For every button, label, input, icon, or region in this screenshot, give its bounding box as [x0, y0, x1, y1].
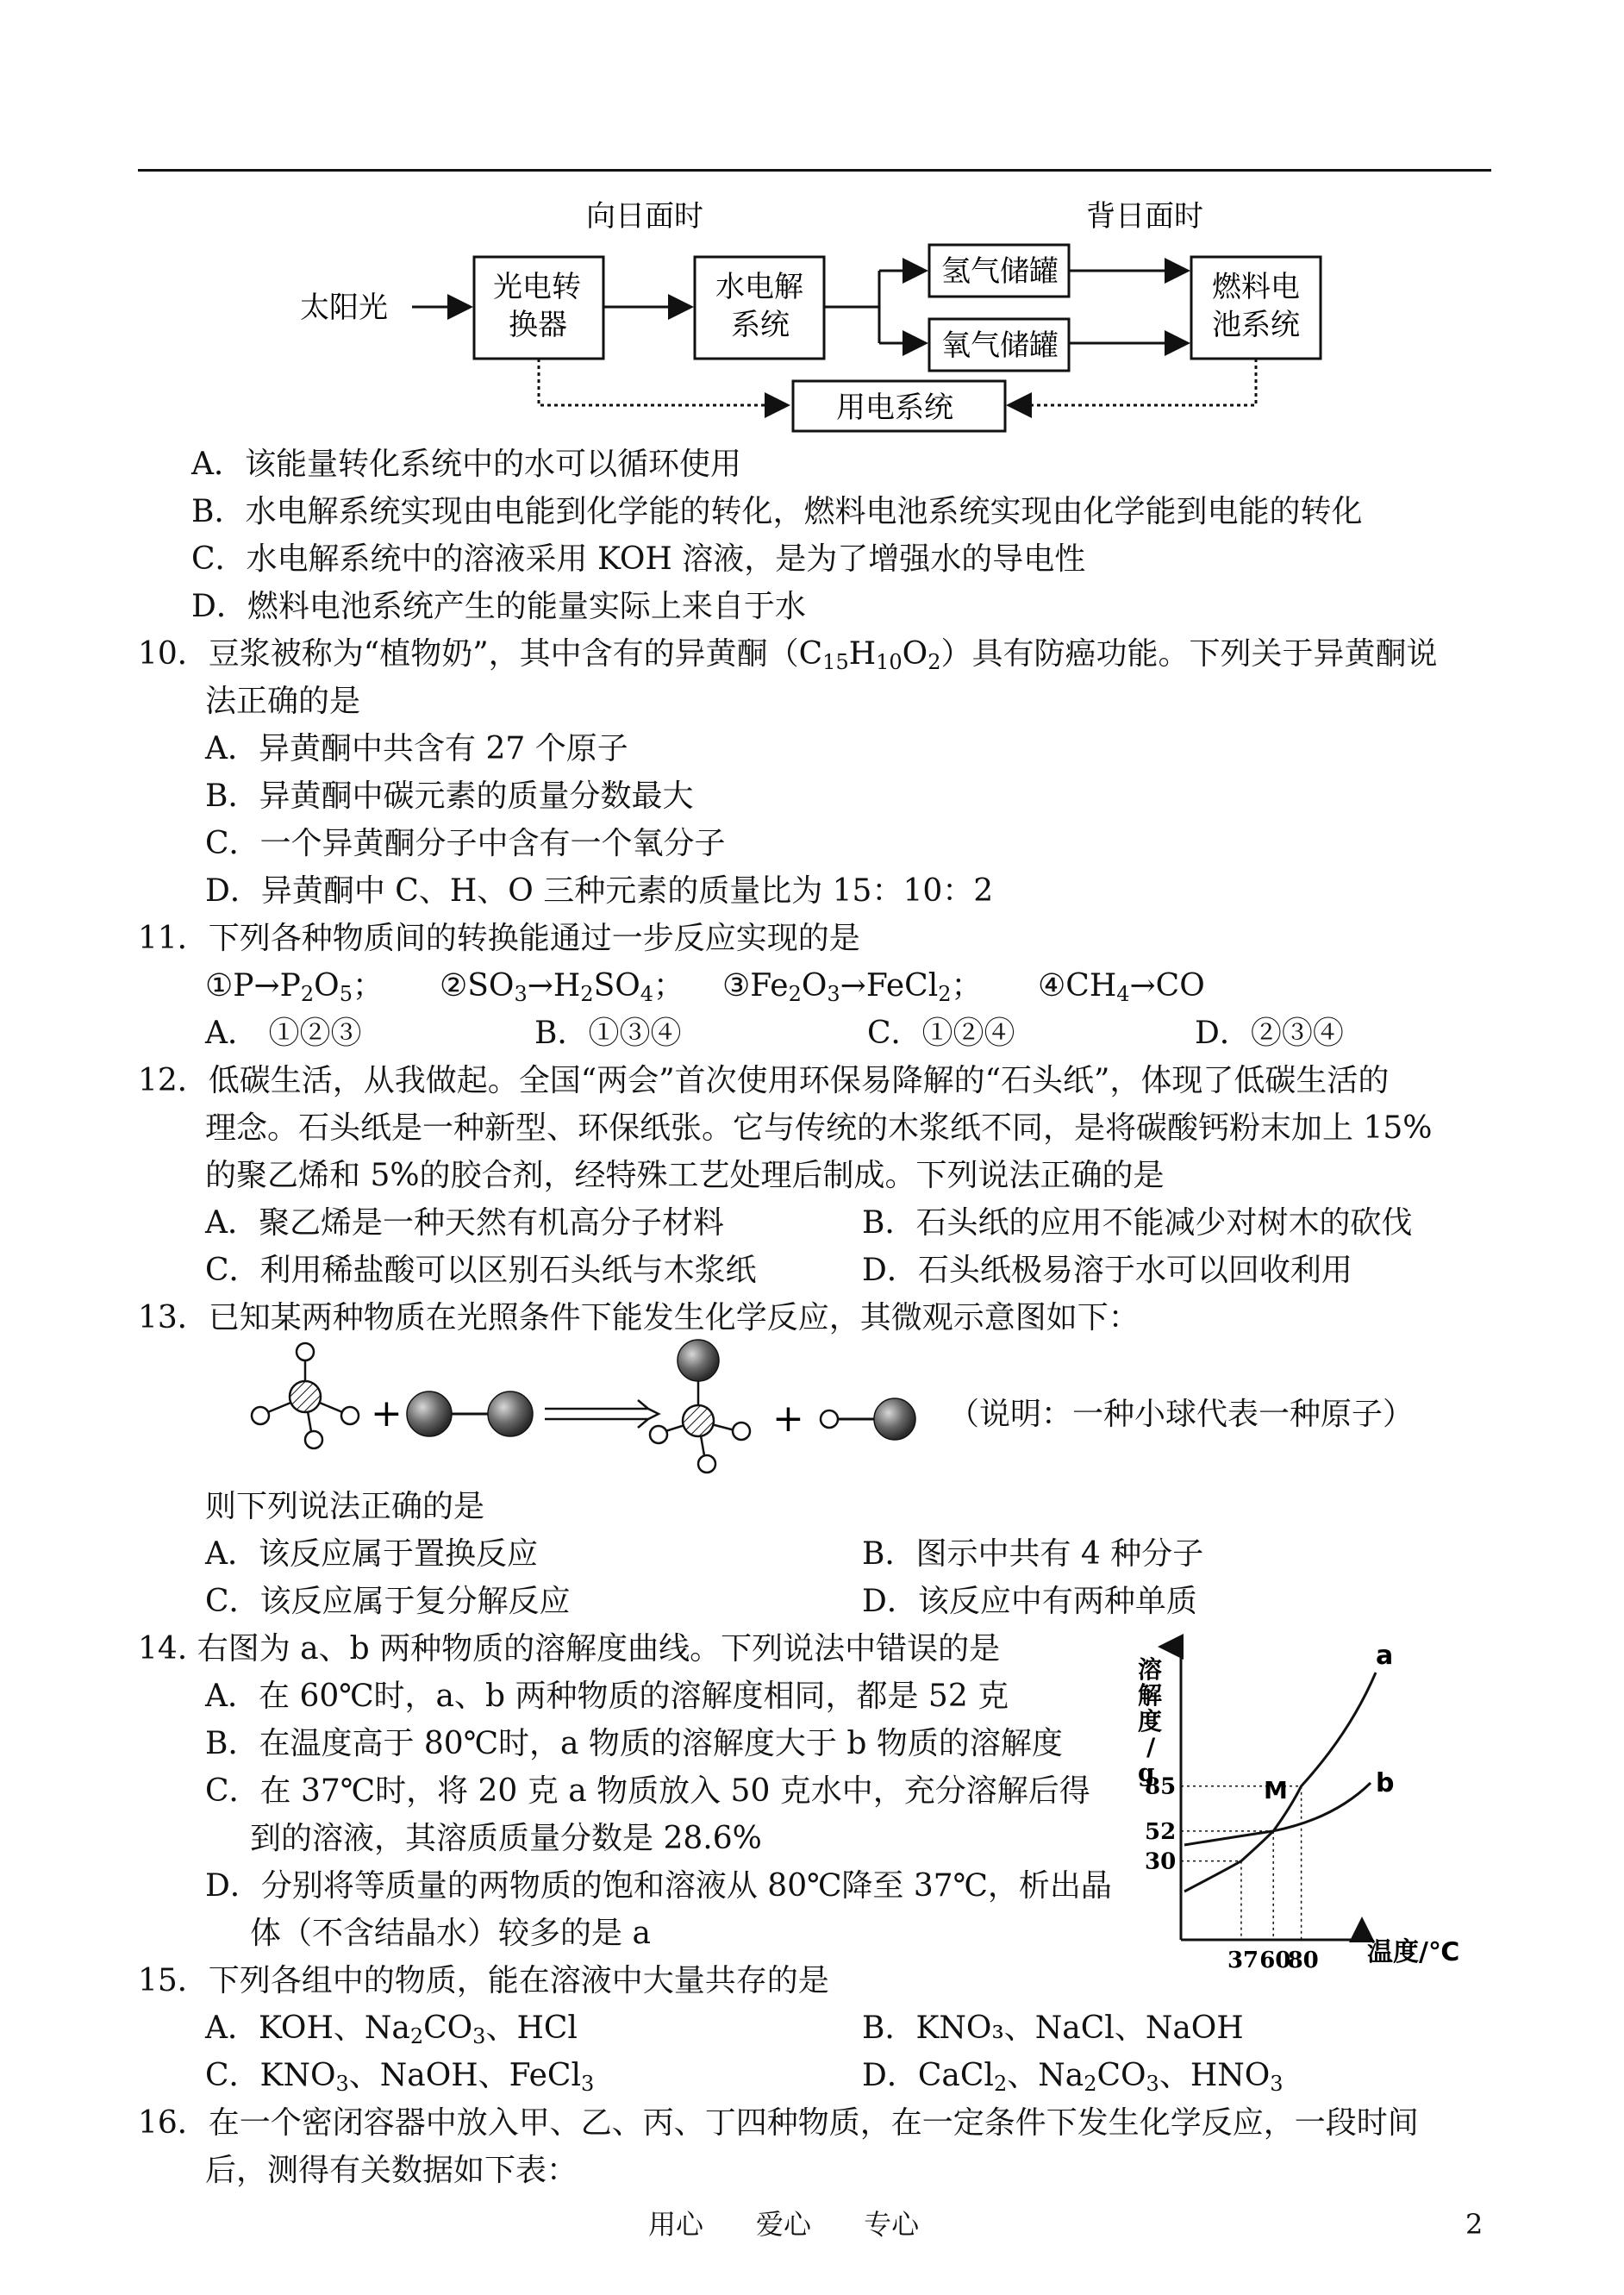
q9-option-b: B．水电解系统实现由电能到化学能的转化，燃料电池系统实现由化学能到电能的转化: [191, 494, 1363, 529]
footer-motto: 用心 爱心 专心: [648, 2208, 920, 2241]
molecule-reactant-2: [407, 1391, 533, 1436]
q12-option-b: B．石头纸的应用不能减少对树木的砍伐: [862, 1205, 1413, 1241]
molecule-reactant-1: [252, 1343, 359, 1448]
x-tick-label: 60: [1259, 1948, 1291, 1973]
q11-option-a: A． ①②③: [205, 1016, 362, 1051]
x-axis-label: 温度/℃: [1367, 1937, 1460, 1967]
y-axis-label-char: /: [1146, 1733, 1156, 1761]
page-number: 2: [1465, 2208, 1483, 2241]
q13-option-d: D．该反应中有两种单质: [862, 1584, 1197, 1619]
q11-reaction-4: $④CH_4\to CO$: [1038, 968, 1205, 1006]
header-rule: [138, 169, 1491, 172]
y-tick-label: 52: [1145, 1818, 1177, 1845]
q9-option-d: D．燃料电池系统产生的能量实际上来自于水: [191, 589, 806, 624]
label-sunlight: 太阳光: [300, 291, 388, 325]
x-tick-label: 37: [1227, 1948, 1259, 1973]
y-tick-label: 85: [1145, 1773, 1177, 1800]
q10-stem: 10．豆浆被称为“植物奶”，其中含有的异黄酮$(C_{15}H_{10}O_2)$具有防癌功能。下列关于异黄酮说: [138, 636, 1438, 674]
q16-stem-line2: 后，测得有关数据如下表：: [205, 2153, 578, 2188]
x-tick-label: 80: [1287, 1948, 1319, 1973]
reaction-arrow-icon: [545, 1400, 659, 1428]
q13-option-a: A．该反应属于置换反应: [205, 1536, 538, 1572]
q11-reaction-1: $①P\to P_2O_5$；: [205, 968, 384, 1006]
y-axis-label-char: 度: [1138, 1707, 1163, 1735]
q15-option-d: D．CaCl$_2$、$Na_2CO_3$、$HNO_3$: [862, 2058, 1284, 2096]
q10-option-d: D．异黄酮中 C、H、O 三种元素的质量比为 15：10：2: [205, 873, 994, 909]
q15-option-c: C．$KNO_3$、NaOH、FeCl$_3$: [205, 2058, 595, 2096]
q14-option-a: A．在 60℃时，a、b 两种物质的溶解度相同，都是 52 克: [205, 1679, 1009, 1714]
molecule-product-2: [821, 1398, 915, 1440]
q14-option-d-line1: D．分别将等质量的两物质的饱和溶液从 80℃降至 37℃，析出晶: [205, 1868, 1112, 1904]
q10-option-a: A．异黄酮中共含有 27 个原子: [205, 731, 628, 766]
energy-flow-diagram: [293, 198, 1345, 448]
y-axis-label: [1138, 1655, 1162, 1787]
reaction-diagram: [233, 1336, 940, 1491]
q13-option-b: B．图示中共有 4 种分子: [862, 1536, 1204, 1572]
q15-option-b: B．KNO₃、NaCl、NaOH: [862, 2010, 1244, 2046]
svg-text:氧气储罐: 氧气储罐: [941, 328, 1059, 363]
q13-stem-line2: 则下列说法正确的是: [205, 1489, 485, 1524]
q12-option-d: D．石头纸极易溶于水可以回收利用: [862, 1253, 1352, 1288]
svg-text:池系统: 池系统: [1212, 308, 1300, 342]
q11-reaction-2: $②SO_3\to H_2SO_4$；: [440, 968, 685, 1006]
q11-option-d: D．②③④: [1195, 1016, 1344, 1051]
q13-option-c: C．该反应属于复分解反应: [205, 1584, 571, 1619]
q10-stem-line2: 法正确的是: [205, 684, 361, 719]
q12-option-a: A．聚乙烯是一种天然有机高分子材料: [205, 1205, 724, 1241]
label-night: 背日面时: [1086, 199, 1203, 234]
q11-reaction-3: $③Fe_2O_3\to FeCl_2$；: [722, 968, 983, 1006]
q16-stem-line1: 16．在一个密闭容器中放入甲、乙、丙、丁四种物质，在一定条件下发生化学反应，一段时间: [138, 2105, 1419, 2141]
q12-stem-line3: 的聚乙烯和 5%的胶合剂，经特殊工艺处理后制成。下列说法正确的是: [205, 1158, 1165, 1193]
series-b-label: b: [1376, 1768, 1395, 1798]
intersection-label-m: M: [1264, 1776, 1288, 1804]
svg-text:燃料电: 燃料电: [1212, 270, 1300, 304]
q11-option-b: B．①③④: [534, 1016, 682, 1051]
svg-text:系统: 系统: [731, 308, 790, 342]
q13-note: （说明：一种小球代表一种原子）: [948, 1397, 1415, 1432]
q11-stem: 11．下列各种物质间的转换能通过一步反应实现的是: [138, 921, 860, 956]
svg-text:氢气储罐: 氢气储罐: [941, 254, 1059, 289]
q14-option-d-line2: 体（不含结晶水）较多的是 a: [250, 1916, 651, 1951]
svg-text:换器: 换器: [509, 308, 567, 342]
y-axis-label-char: 解: [1138, 1681, 1163, 1710]
q14-option-b: B．在温度高于 80℃时，a 物质的溶解度大于 b 物质的溶解度: [205, 1726, 1063, 1761]
q14-option-c-line1: C．在 37℃时，将 20 克 a 物质放入 50 克水中，充分溶解后得: [205, 1773, 1090, 1809]
y-axis-label-char: g: [1138, 1759, 1155, 1787]
series-a-label: a: [1376, 1641, 1394, 1671]
q9-option-a: A．该能量转化系统中的水可以循环使用: [191, 447, 741, 482]
q12-stem-line2: 理念。石头纸是一种新型、环保纸张。它与传统的木浆纸不同，是将碳酸钙粉末加上 15%: [205, 1110, 1433, 1146]
molecule-product-1: [650, 1340, 750, 1473]
q14-stem: 14. 右图为 a、b 两种物质的溶解度曲线。下列说法中错误的是: [138, 1631, 1001, 1667]
solubility-chart: [1129, 1629, 1491, 1983]
q9-option-c: C．水电解系统中的溶液采用 KOH 溶液，是为了增强水的导电性: [191, 541, 1086, 577]
q14-option-c-line2: 到的溶液，其溶质质量分数是 28.6%: [250, 1821, 762, 1856]
q10-option-b: B．异黄酮中碳元素的质量分数最大: [205, 779, 694, 814]
label-day: 向日面时: [586, 199, 703, 234]
q13-stem: 13．已知某两种物质在光照条件下能发生化学反应，其微观示意图如下：: [138, 1300, 1140, 1335]
q15-option-a: A．KOH、$Na_2CO_3$、HCl: [205, 2010, 578, 2048]
svg-text:光电转: 光电转: [493, 270, 581, 304]
q15-stem: 15．下列各组中的物质，能在溶液中大量共存的是: [138, 1963, 829, 1998]
plus-1: +: [371, 1391, 403, 1435]
q11-option-c: C．①②④: [867, 1016, 1015, 1051]
q10-option-c: C．一个异黄酮分子中含有一个氧分子: [205, 826, 726, 861]
q12-stem-line1: 12．低碳生活，从我做起。全国“两会”首次使用环保易降解的“石头纸”，体现了低碳生活的: [138, 1063, 1390, 1098]
y-axis-label-char: 溶: [1138, 1655, 1163, 1684]
y-tick-label: 30: [1145, 1848, 1177, 1875]
svg-text:用电系统: 用电系统: [836, 391, 953, 425]
svg-text:水电解: 水电解: [715, 270, 803, 304]
q12-option-c: C．利用稀盐酸可以区别石头纸与木浆纸: [205, 1253, 757, 1288]
plus-2: +: [772, 1397, 804, 1441]
